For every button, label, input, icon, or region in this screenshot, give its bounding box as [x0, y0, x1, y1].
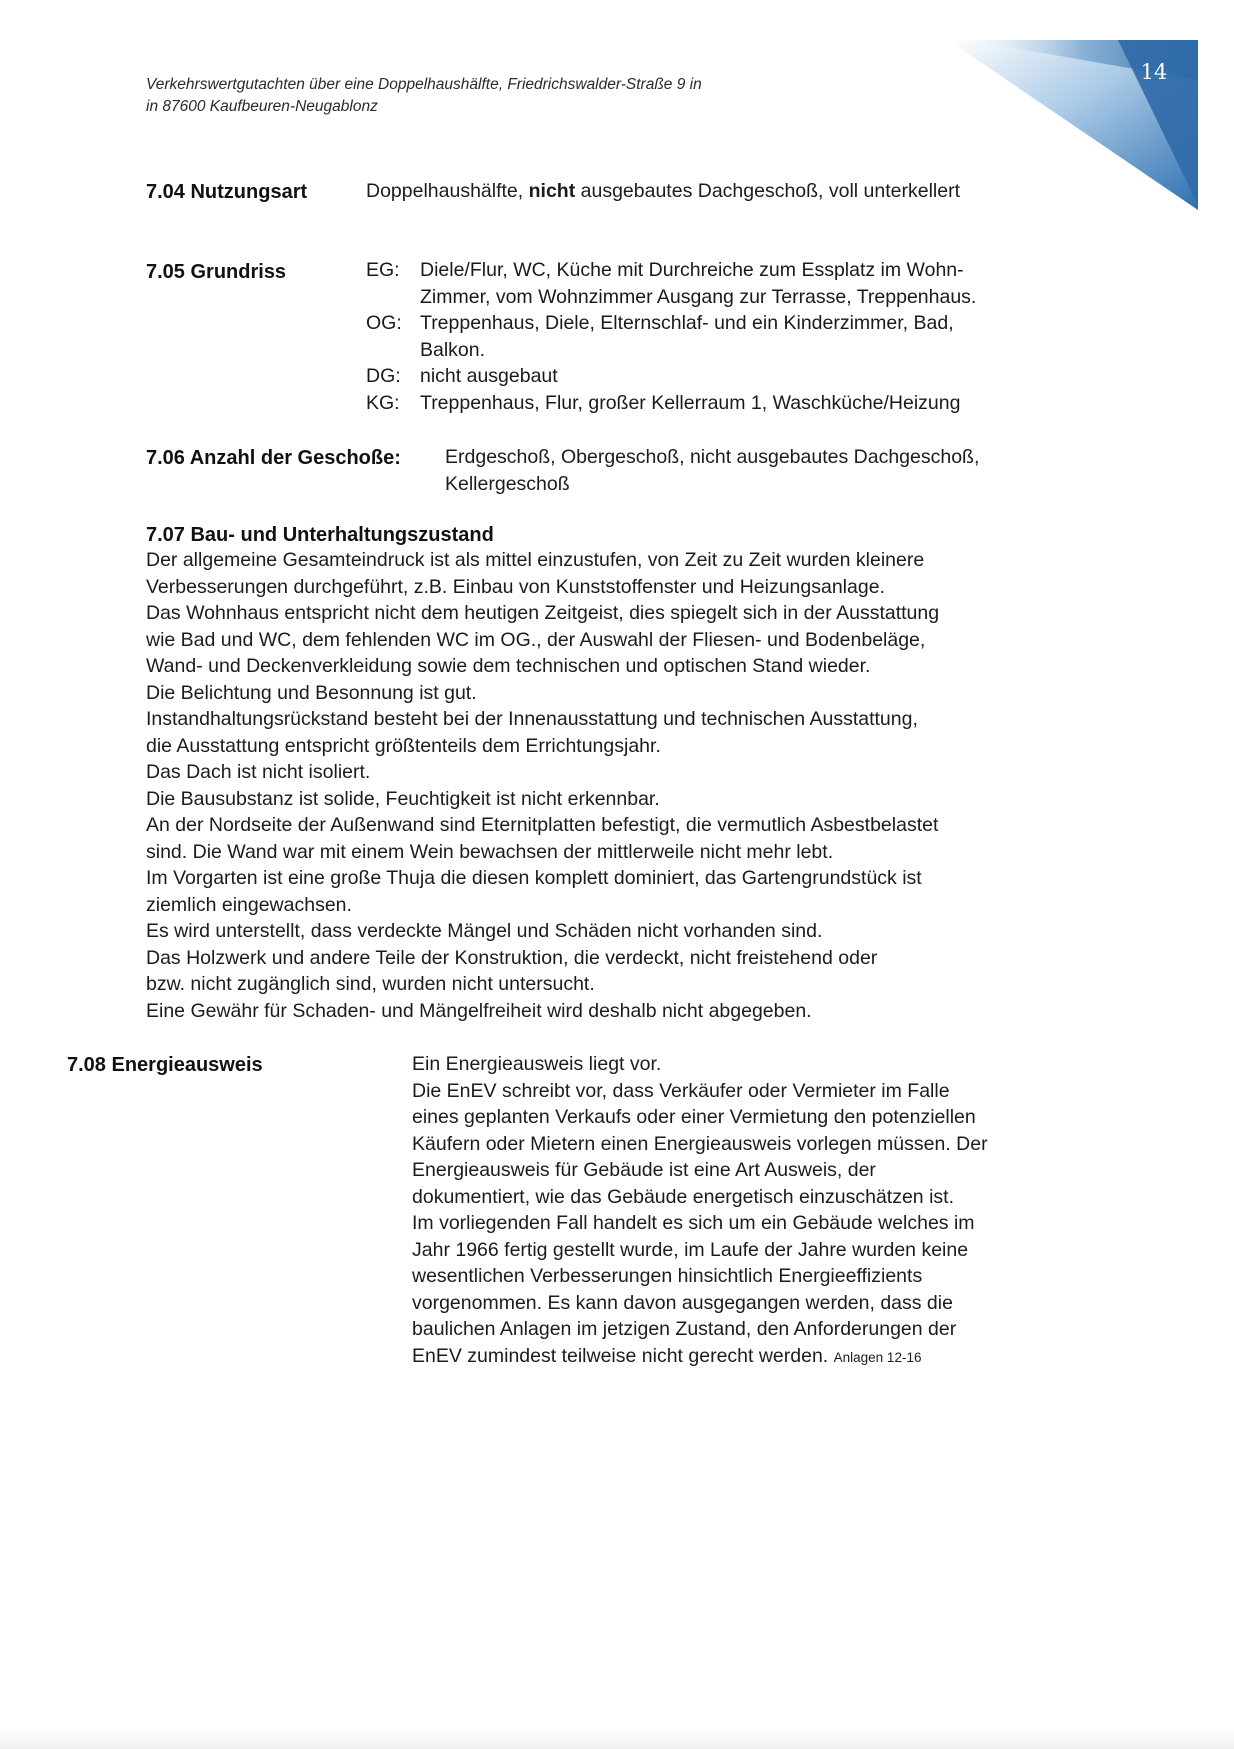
zustand-paragraph: [146, 547, 939, 1024]
nutzungsart-text: [366, 178, 960, 205]
header-title-line-1: Verkehrswertgutachten über eine Doppelhaushälfte, Friedrichswalder-Straße 9 in: [146, 76, 702, 93]
floor-key: EG:: [366, 259, 400, 281]
floor-row-dg: [366, 363, 976, 390]
energieausweis-line: dokumentiert, wie das Gebäude energetisch einzuschätzen ist.: [412, 1185, 954, 1208]
zustand-line: Das Holzwerk und andere Teile der Konstruktion, die verdeckt, nicht freistehend oder: [146, 946, 878, 969]
zustand-line: Die Belichtung und Besonnung ist gut.: [146, 681, 477, 704]
zustand-line: Eine Gewähr für Schaden- und Mängelfreiheit wird deshalb nicht abgegeben.: [146, 999, 812, 1022]
section-heading-nutzungsart: 7.04 Nutzungsart: [146, 181, 308, 203]
zustand-line: An der Nordseite der Außenwand sind Eternitplatten befestigt, die vermutlich Asbestbelastet: [146, 814, 939, 836]
scan-edge-shade: [0, 1728, 1234, 1749]
floor-key: DG:: [366, 365, 401, 387]
section-heading-geschosse: 7.06 Anzahl der Geschoße:: [146, 447, 401, 469]
floor-row-eg: [366, 257, 976, 310]
zustand-line: Verbesserungen durchgeführt, z.B. Einbau von Kunststoffenster und Heizungsanlage.: [146, 575, 885, 598]
zustand-line: Der allgemeine Gesamteindruck ist als mittel einzustufen, von Zeit zu Zeit wurden kleinere: [146, 549, 925, 571]
floor-description-line: nicht ausgebaut: [420, 365, 558, 387]
floor-description-line: Diele/Flur, WC, Küche mit Durchreiche zum Essplatz im Wohn-: [420, 259, 964, 281]
zustand-line: Wand- und Deckenverkleidung sowie dem technischen und optischen Stand wieder.: [146, 655, 871, 677]
zustand-line: die Ausstattung entspricht größtenteils dem Errichtungsjahr.: [146, 734, 661, 757]
floor-key: OG:: [366, 312, 402, 334]
zustand-line: Das Dach ist nicht isoliert.: [146, 761, 371, 783]
geschosse-line: Kellergeschoß: [445, 472, 570, 495]
zustand-line: Im Vorgarten ist eine große Thuja die diesen komplett dominiert, das Gartengrundstück ist: [146, 867, 922, 889]
energieausweis-line: eines geplanten Verkaufs oder einer Vermietung den potenziellen: [412, 1106, 976, 1128]
energieausweis-line: vorgenommen. Es kann davon ausgegangen werden, dass die: [412, 1291, 953, 1314]
zustand-line: bzw. nicht zugänglich sind, wurden nicht untersucht.: [146, 973, 595, 995]
geschosse-line: Erdgeschoß, Obergeschoß, nicht ausgebautes Dachgeschoß,: [445, 446, 980, 468]
geschosse-text: [445, 444, 979, 497]
energieausweis-line: Ein Energieausweis liegt vor.: [412, 1053, 662, 1075]
nutzungsart-text-part-1: Doppelhaushälfte,: [366, 180, 529, 202]
floor-row-og: [366, 310, 976, 363]
zustand-line: Es wird unterstellt, dass verdeckte Mängel und Schäden nicht vorhanden sind.: [146, 920, 823, 942]
annex-reference: Anlagen 12-16: [833, 1349, 922, 1365]
grundriss-floor-list: [366, 257, 976, 416]
nutzungsart-text-part-2: ausgebautes Dachgeschoß, voll unterkellert: [575, 180, 961, 202]
page-number: 14: [1140, 60, 1168, 84]
floor-description: [420, 310, 954, 363]
energieausweis-last-line: [412, 1343, 988, 1372]
zustand-line: wie Bad und WC, dem fehlenden WC im OG., der Auswahl der Fliesen- und Bodenbeläge,: [146, 628, 926, 651]
energieausweis-line: Die EnEV schreibt vor, dass Verkäufer oder Vermieter im Falle: [412, 1079, 950, 1102]
zustand-line: sind. Die Wand war mit einem Wein bewachsen der mittlerweile nicht mehr lebt.: [146, 840, 834, 863]
energieausweis-line: EnEV zumindest teilweise nicht gerecht werden.: [412, 1344, 829, 1367]
energieausweis-line: Energieausweis für Gebäude ist eine Art Ausweis, der: [412, 1159, 876, 1181]
energieausweis-line: Im vorliegenden Fall handelt es sich um ein Gebäude welches im: [412, 1212, 975, 1234]
floor-description-line: Zimmer, vom Wohnzimmer Ausgang zur Terrasse, Treppenhaus.: [420, 285, 977, 308]
floor-description-line: Treppenhaus, Flur, großer Kellerraum 1, Waschküche/Heizung: [420, 391, 961, 414]
floor-description-line: Treppenhaus, Diele, Elternschlaf- und ein Kinderzimmer, Bad,: [420, 312, 954, 334]
section-heading-grundriss: 7.05 Grundriss: [146, 261, 287, 283]
energieausweis-line: Käufern oder Mietern einen Energieausweis vorlegen müssen. Der: [412, 1132, 988, 1155]
floor-row-kg: [366, 390, 976, 417]
energieausweis-line: wesentlichen Verbesserungen hinsichtlich Energieeffizients: [412, 1265, 923, 1287]
header-title-line-2: in 87600 Kaufbeuren-Neugablonz: [146, 98, 378, 115]
section-heading-energieausweis: 7.08 Energieausweis: [67, 1054, 263, 1076]
energieausweis-paragraph: [412, 1051, 988, 1371]
floor-key: KG:: [366, 391, 400, 414]
zustand-line: ziemlich eingewachsen.: [146, 893, 352, 916]
zustand-line: Instandhaltungsrückstand besteht bei der Innenausstattung und technischen Ausstattung,: [146, 708, 918, 730]
section-heading-zustand: 7.07 Bau- und Unterhaltungszustand: [146, 524, 494, 546]
zustand-line: Das Wohnhaus entspricht nicht dem heutigen Zeitgeist, dies spiegelt sich in der Ausstattung: [146, 602, 940, 624]
floor-description-line: Balkon.: [420, 338, 486, 361]
floor-description: [420, 257, 976, 310]
zustand-line: Die Bausubstanz ist solide, Feuchtigkeit ist nicht erkennbar.: [146, 787, 660, 810]
nutzungsart-text-bold: nicht: [528, 180, 576, 202]
energieausweis-line: Jahr 1966 fertig gestellt wurde, im Laufe der Jahre wurden keine: [412, 1238, 969, 1261]
energieausweis-line: baulichen Anlagen im jetzigen Zustand, den Anforderungen der: [412, 1318, 957, 1340]
